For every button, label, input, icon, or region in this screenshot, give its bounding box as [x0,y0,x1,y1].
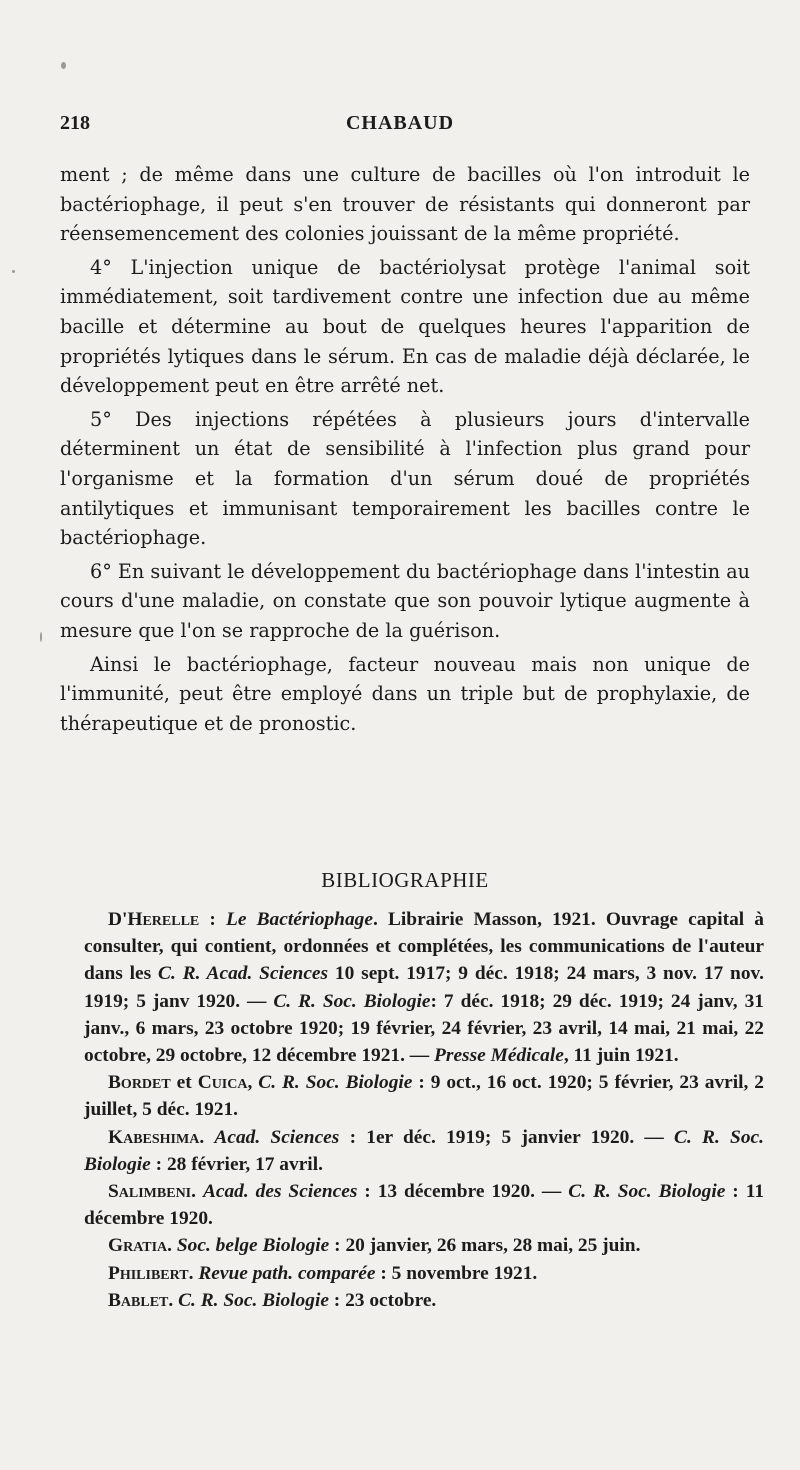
body-text [60,160,750,738]
citation-text: : [199,909,227,930]
bibliography-entry [84,1260,764,1287]
publication-title: Acad. Sciences [214,1126,340,1148]
citation-text: . [167,1235,177,1257]
publication-title: Le Bactériophage [226,909,373,930]
paragraph-point-5: 5° Des injections répétées à plusieurs jours d'intervalle déterminent un état de sensibilité à l'infection plus grand pour l'organisme et la formation d'un sérum doué de propriétés antilytiques et immunisant temporairement les bacilles contre le bactériophage. [60,407,750,550]
author-name: Bablet [108,1289,169,1311]
publication-title: Revue path. comparée [198,1262,376,1284]
publication-title: Soc. belge Biologie [176,1235,330,1257]
page-number: 218 [60,112,90,134]
citation-text: . [168,1289,179,1311]
citation-text: : 7 déc. 1918; 29 déc. 1919; 24 janv, 31 janv., 6 mars, 23 octobre 1920; 19 février, 24 février, 23 avril, 14 mai, 21 mai, 22 octobre, 29 octobre, 12 décembre 1921. — [84,990,765,1067]
paragraph-point-4: 4° L'injection unique de bactériolysat protège l'animal soit immédiatement, soit tardivement contre une infection due au même bacille et détermine au bout de quelques heures l'apparition de propriétés lytiques dans le sérum. En cas de maladie déjà déclarée, le développement peut en être arrêté net. [60,255,750,398]
citation-text: . [188,1262,199,1284]
citation-text: : 5 novembre 1921. [375,1262,538,1284]
citation-text: et [170,1072,198,1094]
bibliography-entry [84,1069,764,1123]
bibliography-entry [84,1124,764,1178]
author-name: Philibert [108,1262,189,1284]
publication-title: C. R. Soc. Biologie [258,1072,413,1094]
author-name: Gratia [108,1235,168,1257]
citation-text: : 1er déc. 1919; 5 janvier 1920. — [339,1126,675,1148]
citation-text: : 20 janvier, 26 mars, 28 mai, 25 juin. [329,1235,641,1257]
citation-text: 10 sept. 1917; 9 déc. 1918; 24 mars, 3 nov. 17 nov. 1919; 5 janv 1920. — [84,963,765,1012]
publication-title: C. R. Soc. Biologie [84,1126,764,1175]
author-name: D'Herelle [108,909,200,930]
publication-title: C. R. Soc. Biologie [178,1289,329,1311]
publication-title: C. R. Soc. Biologie [273,990,431,1012]
bibliography-entry [84,1178,764,1232]
citation-text: : 9 oct., 16 oct. 1920; 5 février, 23 avril, 2 juillet, 5 déc. 1921. [84,1072,765,1121]
citation-text: , 11 juin 1921. [563,1045,679,1067]
author-name: Kabeshima [108,1126,200,1148]
paragraph-conclusion: Ainsi le bactériophage, facteur nouveau mais non unique de l'immunité, peut être employé dans un triple but de prophylaxie, de thérapeutique et de pronostic. [60,652,750,735]
publication-title: C. R. Acad. Sciences [158,963,329,985]
citation-text: : 28 février, 17 avril. [150,1153,323,1175]
bibliography-title: BIBLIOGRAPHIE [321,868,489,892]
citation-text: . [199,1126,215,1148]
publication-title: Acad. des Sciences [202,1181,358,1203]
paper-speck [40,632,42,642]
citation-text: : 13 décembre 1920. — [357,1181,569,1203]
bibliography-entry [84,1232,764,1259]
bibliography-list [84,906,764,1314]
citation-text: : 11 décembre 1920. [84,1181,765,1230]
citation-text: . [191,1181,203,1203]
paper-speck [61,62,66,69]
page-header [60,112,740,140]
bibliography-entry [84,906,764,1069]
citation-text: : 23 octobre. [328,1289,437,1311]
running-title: CHABAUD [345,112,455,134]
bibliography-entry [84,1287,764,1314]
paragraph-point-6: 6° En suivant le développement du bactériophage dans l'intestin au cours d'une maladie, on constate que son pouvoir lytique augmente à mesure que l'on se rapproche de la guérison. [60,559,750,642]
citation-text: . Librairie Masson, 1921. Ouvrage capital à consulter, qui contient, ordonnées et complétées, les communications de l'auteur dans les [84,909,764,985]
author-name: Salimbeni [108,1181,192,1203]
author-name: Bordet [108,1072,171,1094]
author-name: Cuica [197,1072,248,1094]
paragraph-continuation: ment ; de même dans une culture de bacilles où l'on introduit le bactériophage, il peut s'en trouver de résistants qui donneront par réensemencement des colonies jouissant de la même propriété. [60,163,750,246]
publication-title: C. R. Soc. Biologie [568,1181,726,1203]
paper-speck [12,270,15,273]
citation-text: , [247,1072,259,1094]
publication-title: Presse Médicale [434,1045,564,1067]
